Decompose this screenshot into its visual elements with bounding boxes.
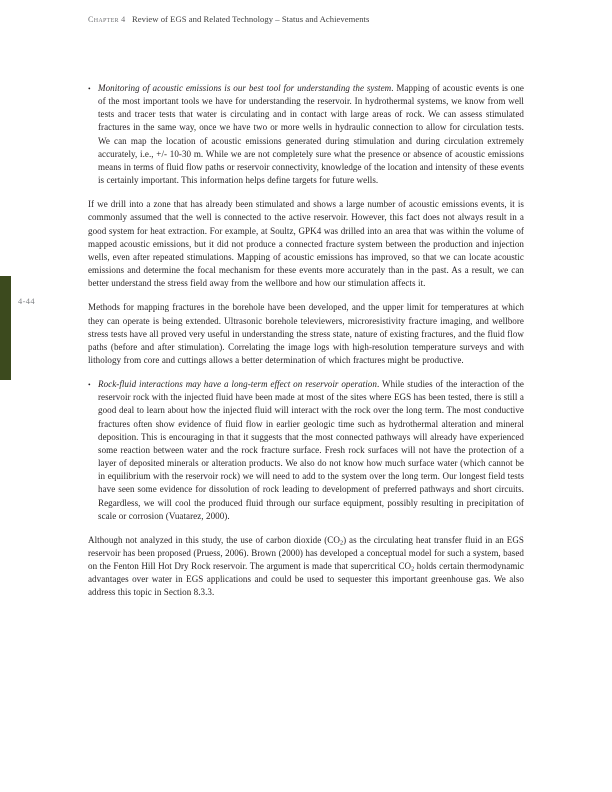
paragraph-carbon-dioxide-heat-transfer-fluid — [88, 534, 524, 600]
running-head — [88, 14, 528, 24]
co2-subscript-1: 2 — [339, 540, 344, 547]
page-edge-tab — [0, 276, 11, 380]
body-text-column — [88, 82, 524, 611]
bullet-icon: • — [88, 84, 91, 93]
paragraph-bullet-acoustic-emissions — [88, 82, 524, 187]
paragraph-lead-in: Rock-fluid interactions may have a long-term effect on reservoir operation — [98, 379, 377, 390]
paragraph-body: . While studies of the interaction of the reservoir rock with the injected fluid have been made at most of the sites where EGS has been tested, there is still a good deal to learn about how the injected fluid will interact with the rock over the long term. The most conductive fractures often show evidence of fluid flow in earlier geologic time such as hydrothermal alteration and mineral deposition. This is encouraging in that it suggests that the most connected pathways will already have experienced some reaction between water and the rock fracture surface. Fresh rock surfaces will not have the protection of a layer of deposited minerals or alteration products. We also do not know how much surface water (which cannot be in equilibrium with the reservoir rock) we will need to add to the system over the long term. Our longest field tests have seen some evidence for dissolution of rock leading to development of preferred pathways and short circuits. Regardless, we will cool the produced fluid through our surface equipment, possibly resulting in precipitation of scale or corrosion (Vuatarez, 2000). — [98, 379, 524, 521]
bullet-icon: • — [88, 380, 91, 390]
page-folio: 4-44 — [18, 297, 35, 306]
paragraph-body: . Mapping of acoustic events is one of the most important tools we have for understanding the reservoir. In hydrothermal systems, we know from well tests and tracer tests that water is circulating and in contact with large areas of rock. We can assess stimulated fractures in the same way, once we have two or more wells in hydraulic connection to allow for circulation tests. We can map the location of acoustic emissions generated during stimulation and during circulation extremely accurately, i.e., +/- 10-30 m. While we are not completely sure what the presence or absence of acoustic emissions means in terms of fluid flow paths or reservoir connectivity, knowledge of the location and intensity of these events is certainly important. This information helps define targets for future wells. — [98, 83, 524, 186]
paragraph-segment-2: ) as the circulating heat transfer fluid in an EGS reservoir has been proposed (Pruess, 2006). Brown (2000) has developed a conceptual model for such a system, based on the Fenton Hill Hot Dry Rock reservoir. The argument is made that supercritical CO — [88, 534, 524, 572]
co2-subscript-2: 2 — [411, 566, 415, 573]
paragraph-segment-1: Although not analyzed in this study, the use of carbon dioxide (CO — [88, 534, 340, 545]
paragraph-drilling-into-stimulated-zone: If we drill into a zone that has already been stimulated and shows a large number of acoustic emissions events, it is commonly assumed that the well is connected to the active reservoir. However, this fact does not always result in a good system for heat extraction. For example, at Soultz, GPK4 was drilled into an area that was within the volume of mapped acoustic emissions, but it did not produce a connected fracture system between the production and injection wells, even after repeated stimulations. Mapping of acoustic emissions has improved, so that we can locate acoustic emissions and determine the focal mechanism for these events more accurately than in the past. As a result, we can better understand the stress field away from the wellbore and how our stimulation affects it. — [88, 199, 524, 289]
paragraph-bullet-rock-fluid-interactions — [88, 378, 524, 523]
running-head-chapter-label: Chapter 4 — [88, 15, 126, 24]
paragraph-fracture-mapping-methods: Methods for mapping fractures in the borehole have been developed, and the upper limit for temperatures at which they can operate is being extended. Ultrasonic borehole televiewers, microresistivity fracture imaging, and wellbore stress tests have all proved very useful in understanding the stress state, nature of existing fractures, and the fluid flow paths (before and after stimulation). Correlating the image logs with high-resolution temperature surveys and with lithology from core and cuttings allows a better determination of which fractures might be productive. — [88, 302, 524, 365]
running-head-title: Review of EGS and Related Technology – Status and Achievements — [131, 14, 370, 24]
paragraph-segment-3: holds certain thermodynamic advantages over water in EGS applications and could be used to sequester this important greenhouse gas. We also address this topic in Section 8.3.3. — [88, 561, 524, 598]
paragraph-lead-in: Monitoring of acoustic emissions is our best tool for understanding the system — [98, 83, 392, 93]
